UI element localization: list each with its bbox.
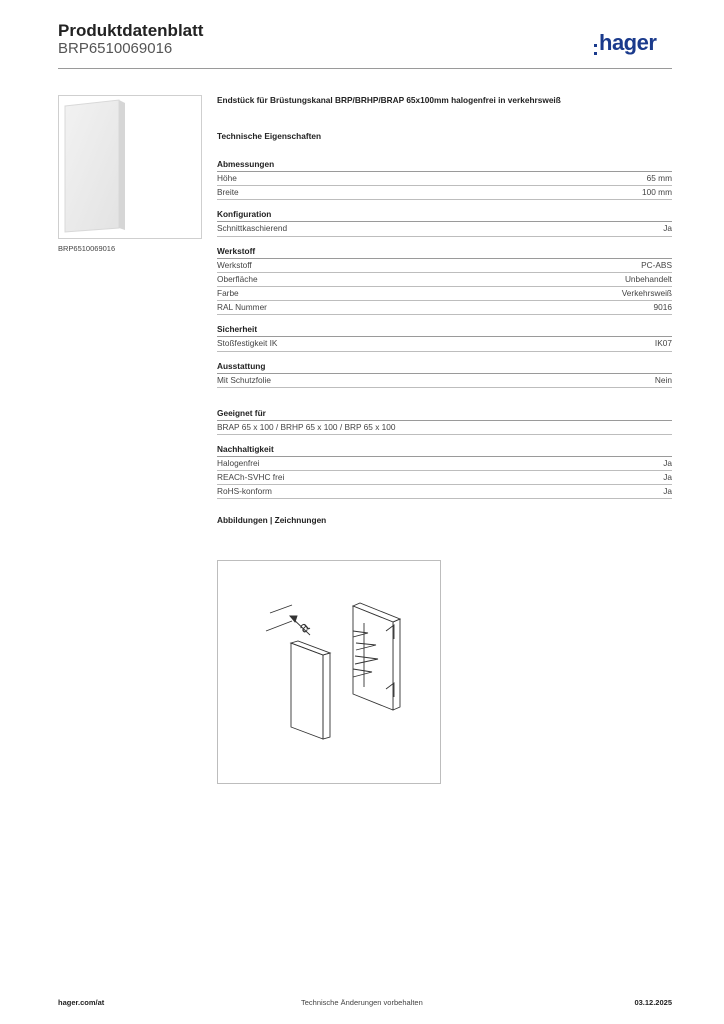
property-row xyxy=(217,259,672,273)
section-title: Konfiguration xyxy=(217,209,672,222)
logo-colon-icon xyxy=(594,44,598,55)
property-row xyxy=(217,485,672,499)
property-value: 100 mm xyxy=(642,187,672,198)
section-equipment xyxy=(217,361,672,388)
property-label: Höhe xyxy=(217,173,237,183)
section-safety xyxy=(217,324,672,351)
thumbnail-caption: BRP6510069016 xyxy=(58,244,116,253)
technical-properties-title: Technische Eigenschaften xyxy=(217,131,322,141)
section-title: Geeignet für xyxy=(217,408,672,421)
property-row xyxy=(217,287,672,301)
property-label: RAL Nummer xyxy=(217,302,267,313)
section-title: Abmessungen xyxy=(217,159,672,172)
property-value: Nein xyxy=(654,374,672,385)
page-title: Produktdatenblatt xyxy=(58,21,204,40)
property-value: IK07 xyxy=(654,338,672,349)
end-cap-drawing-icon xyxy=(218,561,440,783)
dimension-label: a xyxy=(295,618,313,637)
property-value: Ja xyxy=(663,486,672,497)
section-title: Sicherheit xyxy=(217,324,672,337)
footer-notice: Technische Änderungen vorbehalten xyxy=(301,998,423,1007)
property-label: Werkstoff xyxy=(217,259,252,270)
product-details xyxy=(217,95,672,529)
technical-drawing xyxy=(217,560,441,784)
property-value: Unbehandelt xyxy=(624,273,672,284)
property-label: Oberfläche xyxy=(217,273,258,284)
property-label: Stoßfestigkeit IK xyxy=(217,338,278,349)
section-title: Ausstattung xyxy=(217,361,672,374)
property-row xyxy=(217,222,672,236)
property-row xyxy=(217,301,672,315)
logo-text: hager xyxy=(599,30,657,55)
property-row xyxy=(217,172,672,186)
property-label: BRAP 65 x 100 / BRHP 65 x 100 / BRP 65 x 100 xyxy=(217,421,396,432)
section-sustainability xyxy=(217,444,672,500)
figures-title: Abbildungen | Zeichnungen xyxy=(217,515,327,526)
footer-date: 03.12.2025 xyxy=(634,998,672,1007)
property-value: Ja xyxy=(663,223,672,234)
property-row xyxy=(217,374,672,388)
property-row xyxy=(217,337,672,351)
property-row xyxy=(217,457,672,471)
section-title: Werkstoff xyxy=(217,246,672,259)
hager-logo xyxy=(594,30,656,56)
property-row xyxy=(217,273,672,287)
property-label: Schnittkaschierend xyxy=(217,223,288,234)
section-material xyxy=(217,246,672,316)
product-code: BRP6510069016 xyxy=(58,40,173,57)
property-label: Farbe xyxy=(217,287,239,298)
header-divider xyxy=(58,68,672,69)
section-title: Nachhaltigkeit xyxy=(217,444,672,457)
property-row xyxy=(217,471,672,485)
property-label: Mit Schutzfolie xyxy=(217,374,271,385)
property-label: REACh-SVHC frei xyxy=(217,472,285,483)
footer-website-link[interactable]: hager.com/at xyxy=(58,998,105,1007)
property-label: RoHS-konform xyxy=(217,486,272,497)
property-label: Halogenfrei xyxy=(217,457,260,468)
property-value: PC-ABS xyxy=(641,259,672,270)
property-value: 9016 xyxy=(653,302,672,313)
section-suitable-for xyxy=(217,408,672,435)
property-value: Ja xyxy=(663,457,672,468)
product-thumbnail xyxy=(58,95,202,239)
property-value: Verkehrsweiß xyxy=(621,287,672,298)
property-value: 65 mm xyxy=(646,173,672,183)
end-cap-photo-icon xyxy=(59,96,201,238)
section-configuration xyxy=(217,209,672,236)
property-row xyxy=(217,421,672,435)
section-dimensions xyxy=(217,159,672,200)
product-description: Endstück für Brüstungskanal BRP/BRHP/BRAP 65x100mm halogenfrei in verkehrsweiß xyxy=(217,95,561,105)
property-label: Breite xyxy=(217,187,239,198)
property-row xyxy=(217,186,672,200)
property-value: Ja xyxy=(663,472,672,483)
